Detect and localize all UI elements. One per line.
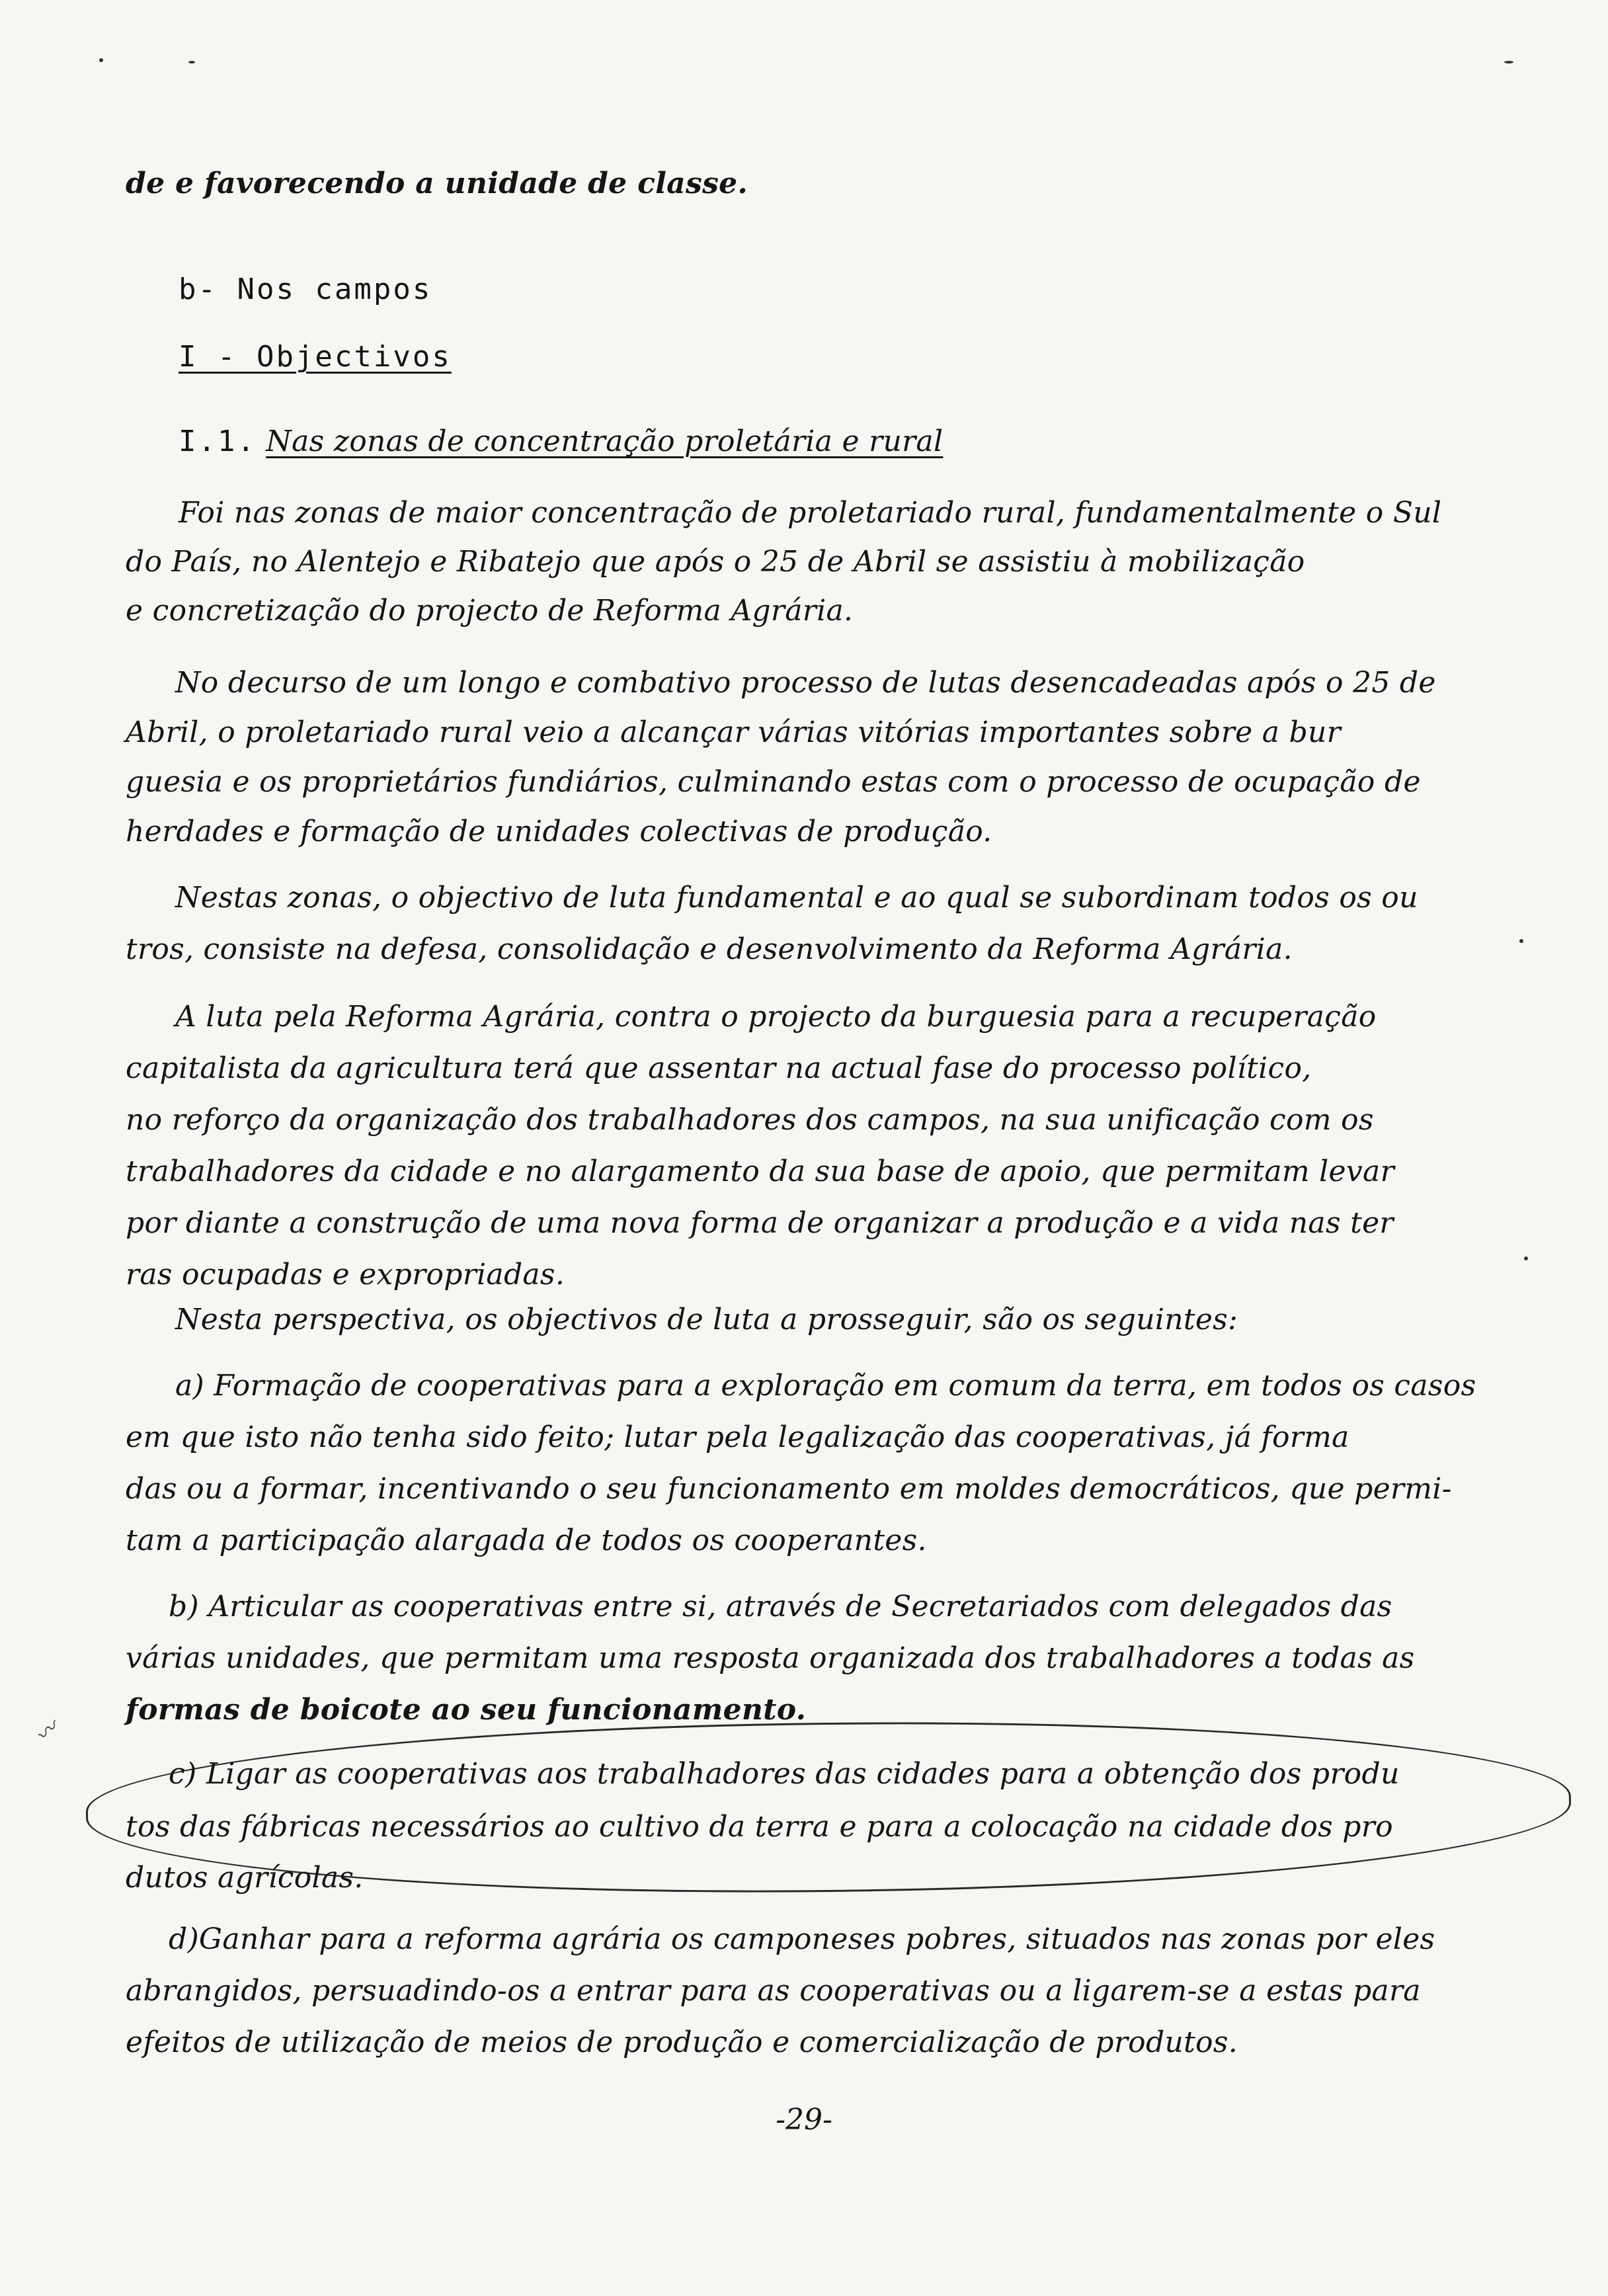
text-line: de e favorecendo a unidade de classe. (126, 167, 748, 200)
text-line: ras ocupadas e expropriadas. (126, 1258, 565, 1292)
text-line: Foi nas zonas de maior concentração de proletariado rural, fundamentalmente o Sul (179, 496, 1442, 530)
text-line: Nestas zonas, o objectivo de luta fundamental e ao qual se subordinam todos os ou (175, 881, 1418, 915)
section-heading: b- Nos campos (179, 272, 432, 306)
handwritten-margin-mark: 〰 (30, 1715, 65, 1750)
text-line: No decurso de um longo e combativo processo de lutas desencadeadas após o 25 de (175, 666, 1436, 700)
ink-speck (1504, 61, 1513, 63)
list-item-d: abrangidos, persuadindo-os a entrar para as cooperativas ou a ligarem-se a estas para (126, 1974, 1421, 2008)
text-line: capitalista da agricultura terá que assentar na actual fase do processo político, (126, 1051, 1312, 1085)
text-line: por diante a construção de uma nova forma de organizar a produção e a vida nas ter (126, 1206, 1394, 1240)
text-line: no reforço da organização dos trabalhadores dos campos, na sua unificação com os (126, 1103, 1374, 1137)
text-line: A luta pela Reforma Agrária, contra o projecto da burguesia para a recuperação (175, 1000, 1377, 1034)
list-item-a: a) Formação de cooperativas para a exploração em comum da terra, em todos os casos (175, 1369, 1476, 1403)
list-item-a: das ou a formar, incentivando o seu funcionamento em moldes democráticos, que permi- (126, 1472, 1452, 1506)
list-item-b: formas de boicote ao seu funcionamento. (126, 1693, 807, 1727)
list-item-c: dutos agrícolas. (126, 1861, 364, 1895)
list-item-a: tam a participação alargada de todos os cooperantes. (126, 1524, 927, 1557)
list-item-c: c) Ligar as cooperativas aos trabalhadores das cidades para a obtenção dos produ (169, 1757, 1400, 1791)
ink-speck (1519, 939, 1523, 943)
text-line: guesia e os proprietários fundiários, culminando estas com o processo de ocupação de (126, 765, 1421, 799)
list-item-b: várias unidades, que permitam uma resposta organizada dos trabalhadores a todas as (126, 1641, 1415, 1675)
page-number: -29- (776, 2103, 832, 2137)
text-line: Abril, o proletariado rural veio a alcançar várias vitórias importantes sobre a bur (126, 716, 1342, 749)
list-item-a: em que isto não tenha sido feito; lutar pela legalização das cooperativas, já forma (126, 1420, 1349, 1454)
text-line: Nesta perspectiva, os objectivos de luta a prosseguir, são os seguintes: (175, 1303, 1238, 1336)
ink-speck (99, 58, 103, 62)
text-line: do País, no Alentejo e Ribatejo que após o 25 de Abril se assistiu à mobilização (126, 545, 1305, 579)
section-number: I.1. (179, 425, 257, 458)
list-item-d: d)Ganhar para a reforma agrária os camponeses pobres, situados nas zonas por eles (169, 1922, 1435, 1956)
list-item-c: tos das fábricas necessários ao cultivo da terra e para a colocação na cidade dos pro (126, 1810, 1393, 1844)
list-item-d: efeitos de utilização de meios de produção e comercialização de produtos. (126, 2026, 1238, 2059)
ink-speck (1524, 1256, 1528, 1260)
text-line: herdades e formação de unidades colectivas de produção. (126, 815, 992, 848)
section-heading: I - Objectivos (179, 340, 452, 374)
ink-speck (188, 61, 195, 63)
list-item-b: b) Articular as cooperativas entre si, através de Secretariados com delegados das (169, 1590, 1392, 1623)
section-title: Nas zonas de concentração proletária e rural (266, 425, 944, 458)
text-line: tros, consiste na defesa, consolidação e desenvolvimento da Reforma Agrária. (126, 932, 1293, 966)
text-line: trabalhadores da cidade e no alargamento da sua base de apoio, que permitam levar (126, 1155, 1394, 1188)
text-line: e concretização do projecto de Reforma Agrária. (126, 594, 854, 628)
